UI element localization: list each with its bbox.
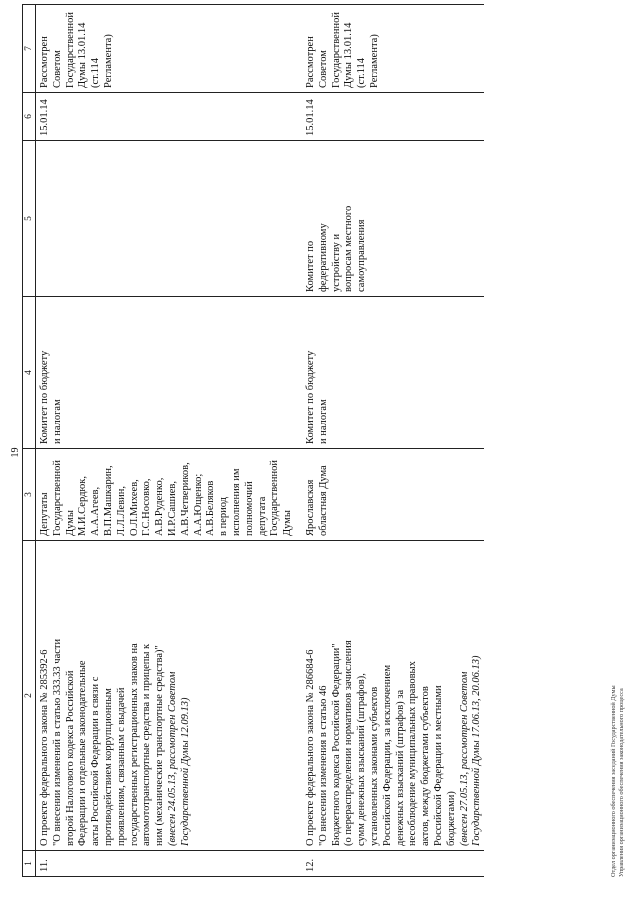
decision-line: Рассмотрен	[304, 36, 316, 88]
responsible-committee-cell	[295, 297, 484, 449]
footer-line: Отдел организационного обеспечения заседаний Государственной Думы	[610, 685, 617, 877]
bill-note-line: (внесен 24.05.13, рассмотрен Советом	[166, 671, 178, 846]
initiator-line: Ярославская	[304, 479, 316, 536]
bill-title-line: второй Налогового кодекса Российской	[64, 670, 76, 846]
bill-title-line: О проекте федерального закона № 286684-6	[304, 649, 316, 846]
initiator-line: А.В.Четвериков,	[179, 462, 191, 536]
column-number: 6	[23, 93, 36, 141]
column-number: 2	[23, 541, 36, 851]
decision-cell	[295, 5, 484, 93]
responsible-committee-cell	[36, 297, 295, 449]
initiator-cell	[295, 449, 484, 541]
initiator-line: Государственной	[269, 460, 281, 536]
co-committee-line: вопросам местного	[343, 205, 355, 292]
column-number: 5	[23, 141, 36, 297]
bill-title-line: (о перераспределении нормативов зачисления	[343, 640, 355, 846]
bill-title-line: акты Российской Федерации в связи с	[90, 676, 102, 846]
committee-line: Комитет по бюджету	[39, 350, 50, 444]
bill-title-line: проявлениям, связанным с выдачей	[115, 687, 127, 846]
initiator-line: Депутаты	[39, 492, 50, 536]
bill-title-line: установленных законами субъектов	[368, 686, 380, 846]
bill-title-line: "О внесении изменения в статью 46	[317, 685, 329, 846]
bill-note-line: (внесен 27.05.13, рассмотрен Советом	[458, 671, 470, 846]
co-committee-cell	[36, 141, 295, 297]
initiator-cell	[36, 449, 295, 541]
date-cell: 15.01.14	[295, 93, 484, 141]
initiator-line: А.В.Руденко,	[154, 477, 166, 536]
column-number: 7	[23, 5, 36, 93]
bill-title-line: автомототранспортные средства и прицепы к	[141, 643, 153, 846]
column-number: 3	[23, 449, 36, 541]
bill-title-line: сумм денежных взысканий (штрафов),	[356, 673, 368, 846]
initiator-line: в период	[218, 496, 230, 536]
date-cell: 15.01.14	[36, 93, 295, 141]
decision-line: Думы 13.01.14	[77, 22, 89, 88]
bill-note-line: Государственной Думы 17.06.13, 20.06.13)	[471, 655, 483, 846]
decision-line: Государственной	[330, 12, 342, 88]
initiator-line: М.И.Сердюк,	[77, 476, 89, 536]
decision-line: Советом	[317, 50, 329, 88]
row-number: 12.	[295, 851, 484, 877]
initiator-line: Думы	[64, 510, 76, 536]
initiator-line: Г.С.Носовко,	[141, 478, 153, 536]
committee-line: Комитет по бюджету	[304, 350, 316, 444]
bill-title-line: ним (механические транспортные средства)"	[154, 645, 166, 846]
bill-title-line: государственных регистрационных знаков на	[128, 643, 140, 846]
decision-line: (ст.114 Регламента)	[356, 34, 380, 88]
bills-table	[22, 4, 484, 877]
bill-title-line: бюджетами)	[445, 791, 457, 846]
decision-line: Государственной	[64, 12, 76, 88]
initiator-line: Государственной	[51, 460, 63, 536]
initiator-line: А.А.Ющенко;	[192, 473, 204, 536]
bill-title-line: денежных взысканий (штрафов) за	[394, 689, 406, 846]
bill-title-cell	[295, 541, 484, 851]
initiator-line: полномочий	[243, 481, 255, 536]
row-number: 11.	[36, 851, 295, 877]
bill-title-line: Российской Федерации, за исключением	[381, 664, 393, 846]
initiator-line: О.Л.Михеев,	[128, 479, 140, 536]
committee-line: и налогам	[317, 399, 329, 444]
bill-title-line: О проекте федерального закона № 285392-6	[39, 649, 50, 846]
co-committee-line: федеративному	[317, 223, 329, 292]
footer	[610, 685, 625, 877]
page-number: 19	[10, 447, 21, 458]
bill-title-cell	[36, 541, 295, 851]
decision-line: (ст.114 Регламента)	[90, 34, 114, 88]
bill-title-line: Российской Федерации и местными	[432, 685, 444, 846]
decision-line: Советом	[51, 50, 63, 88]
bill-title-line: "О внесении изменений в статью 333.33 части	[51, 638, 63, 846]
initiator-line: Л.Л.Левин,	[115, 485, 127, 536]
bill-title-line: несоблюдение муниципальных правовых	[407, 661, 419, 846]
table-row	[295, 5, 484, 877]
bill-note-line: Государственной Думы 12.09.13)	[179, 697, 191, 846]
co-committee-line: Комитет по	[304, 240, 316, 292]
co-committee-line: самоуправления	[356, 219, 368, 292]
committee-line: и налогам	[51, 399, 63, 444]
initiator-line: Думы	[282, 510, 294, 536]
co-committee-cell	[295, 141, 484, 297]
initiator-line: А.А.Агеев,	[90, 486, 102, 536]
decision-cell	[36, 5, 295, 93]
bill-title-line: актов, между бюджетами субъектов	[420, 686, 432, 846]
decision-line: Думы 13.01.14	[343, 22, 355, 88]
bill-title-line: противодействием коррупционным	[102, 688, 114, 846]
column-number: 1	[23, 851, 36, 877]
decision-line: Рассмотрен	[39, 36, 50, 88]
column-number: 4	[23, 297, 36, 449]
column-number-row	[23, 5, 36, 877]
initiator-line: областная Дума	[317, 465, 329, 536]
initiator-line: В.П.Машкарин,	[102, 465, 114, 536]
initiator-line: исполнения им	[230, 468, 242, 536]
footer-line: Управления организационного обеспечения законодательного процесса	[617, 688, 625, 877]
table-row	[36, 5, 295, 877]
bill-title-line: Бюджетного кодекса Российской Федерации"	[330, 643, 342, 846]
initiator-line: И.Р.Сашиев,	[166, 481, 178, 536]
initiator-line: депутата	[256, 496, 268, 536]
co-committee-line: устройству и	[330, 233, 342, 292]
initiator-line: А.В.Беляков	[205, 480, 217, 536]
bill-title-line: Федерации и отдельные законодательные	[77, 660, 89, 846]
